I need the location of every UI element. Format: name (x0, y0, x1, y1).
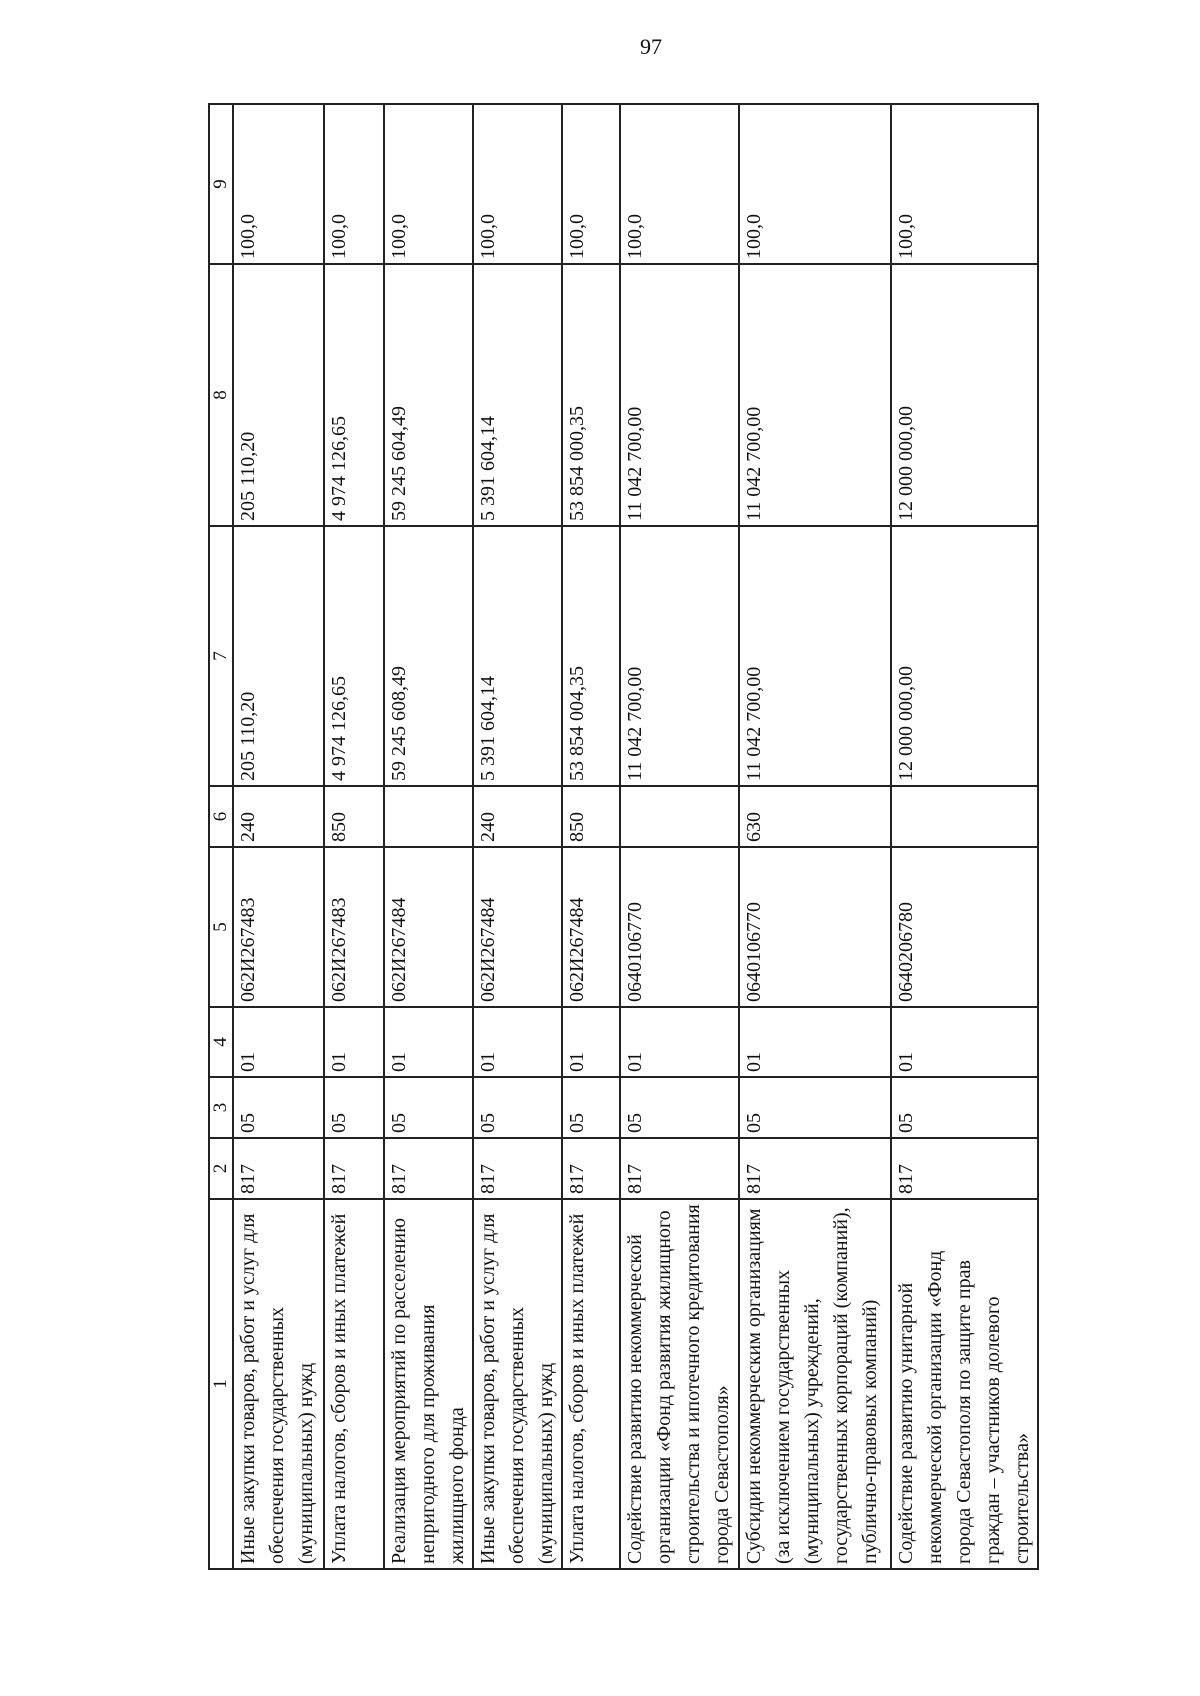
cell-c3: 05 (473, 1077, 562, 1138)
row-name: Иные закупки товаров, работ и услуг для обеспечения государственных (муниципальных) нужд (473, 1199, 562, 1569)
cell-c2: 817 (233, 1138, 324, 1199)
table-row (233, 104, 324, 1569)
table-row (473, 104, 562, 1569)
cell-c3: 05 (891, 1077, 1038, 1138)
page-number: 97 (640, 34, 662, 59)
table-row (562, 104, 620, 1569)
column-header: 4 (209, 1007, 233, 1077)
cell-c7: 205 110,20 (233, 526, 324, 786)
cell-c7: 11 042 700,00 (620, 526, 739, 786)
cell-c5: 062И267483 (233, 847, 324, 1007)
cell-c2: 817 (562, 1138, 620, 1199)
cell-c8: 53 854 000,35 (562, 264, 620, 526)
cell-c5: 062И267483 (324, 847, 384, 1007)
column-header: 5 (209, 847, 233, 1007)
cell-c4: 01 (324, 1007, 384, 1077)
cell-c5: 062И267484 (473, 847, 562, 1007)
column-header: 9 (209, 104, 233, 264)
rotated-table-wrapper (208, 105, 1033, 1570)
cell-c3: 05 (384, 1077, 473, 1138)
cell-c2: 817 (324, 1138, 384, 1199)
cell-c2: 817 (473, 1138, 562, 1199)
row-name: Уплата налогов, сборов и иных платежей (562, 1199, 620, 1569)
cell-c3: 05 (562, 1077, 620, 1138)
row-name: Иные закупки товаров, работ и услуг для обеспечения государственных (муниципальных) нужд (233, 1199, 324, 1569)
cell-c4: 01 (891, 1007, 1038, 1077)
cell-c2: 817 (891, 1138, 1038, 1199)
column-header: 3 (209, 1077, 233, 1138)
table-row (384, 104, 473, 1569)
cell-c6: 240 (233, 786, 324, 847)
row-name: Содействие развитию унитарной некоммерческой организации «Фонд города Севастополя по защите прав граждан – участников долевого строительства» (891, 1199, 1038, 1569)
cell-c4: 01 (562, 1007, 620, 1077)
cell-c6: 240 (473, 786, 562, 847)
cell-c7: 11 042 700,00 (739, 526, 891, 786)
row-name: Содействие развитию некоммерческой организации «Фонд развития жилищного строительства и ипотечного кредитования города Севастополя» (620, 1199, 739, 1569)
cell-c8: 59 245 604,49 (384, 264, 473, 526)
column-header: 8 (209, 264, 233, 526)
column-header: 1 (209, 1199, 233, 1569)
cell-c5: 0640206780 (891, 847, 1038, 1007)
budget-table (208, 103, 1039, 1570)
cell-c7: 5 391 604,14 (473, 526, 562, 786)
cell-c5: 0640106770 (620, 847, 739, 1007)
column-header: 2 (209, 1138, 233, 1199)
cell-c9: 100,0 (620, 104, 739, 264)
cell-c3: 05 (233, 1077, 324, 1138)
table-row (620, 104, 739, 1569)
cell-c8: 11 042 700,00 (620, 264, 739, 526)
cell-c6 (620, 786, 739, 847)
cell-c7: 59 245 608,49 (384, 526, 473, 786)
table-row (891, 104, 1038, 1569)
cell-c7: 53 854 004,35 (562, 526, 620, 786)
cell-c8: 12 000 000,00 (891, 264, 1038, 526)
cell-c5: 062И267484 (562, 847, 620, 1007)
cell-c9: 100,0 (891, 104, 1038, 264)
row-name: Субсидии некоммерческим организациям (за исключением государственных (муниципальных) учреждений, государственных корпораций (компаний), публично-правовых компаний) (739, 1199, 891, 1569)
table-header-row (209, 104, 233, 1569)
cell-c9: 100,0 (473, 104, 562, 264)
cell-c6: 630 (739, 786, 891, 847)
column-header: 7 (209, 526, 233, 786)
cell-c6: 850 (562, 786, 620, 847)
cell-c4: 01 (384, 1007, 473, 1077)
cell-c6: 850 (324, 786, 384, 847)
cell-c8: 11 042 700,00 (739, 264, 891, 526)
cell-c3: 05 (620, 1077, 739, 1138)
cell-c4: 01 (233, 1007, 324, 1077)
cell-c2: 817 (384, 1138, 473, 1199)
cell-c5: 0640106770 (739, 847, 891, 1007)
cell-c3: 05 (739, 1077, 891, 1138)
cell-c3: 05 (324, 1077, 384, 1138)
table-row (324, 104, 384, 1569)
cell-c4: 01 (620, 1007, 739, 1077)
cell-c9: 100,0 (384, 104, 473, 264)
cell-c4: 01 (739, 1007, 891, 1077)
cell-c4: 01 (473, 1007, 562, 1077)
cell-c6 (384, 786, 473, 847)
cell-c7: 4 974 126,65 (324, 526, 384, 786)
cell-c9: 100,0 (739, 104, 891, 264)
cell-c8: 4 974 126,65 (324, 264, 384, 526)
cell-c2: 817 (739, 1138, 891, 1199)
cell-c9: 100,0 (324, 104, 384, 264)
cell-c8: 5 391 604,14 (473, 264, 562, 526)
cell-c5: 062И267484 (384, 847, 473, 1007)
column-header: 6 (209, 786, 233, 847)
row-name: Уплата налогов, сборов и иных платежей (324, 1199, 384, 1569)
cell-c9: 100,0 (233, 104, 324, 264)
cell-c6 (891, 786, 1038, 847)
cell-c9: 100,0 (562, 104, 620, 264)
cell-c2: 817 (620, 1138, 739, 1199)
table-row (739, 104, 891, 1569)
cell-c8: 205 110,20 (233, 264, 324, 526)
row-name: Реализация мероприятий по расселению непригодного для проживания жилищного фонда (384, 1199, 473, 1569)
cell-c7: 12 000 000,00 (891, 526, 1038, 786)
